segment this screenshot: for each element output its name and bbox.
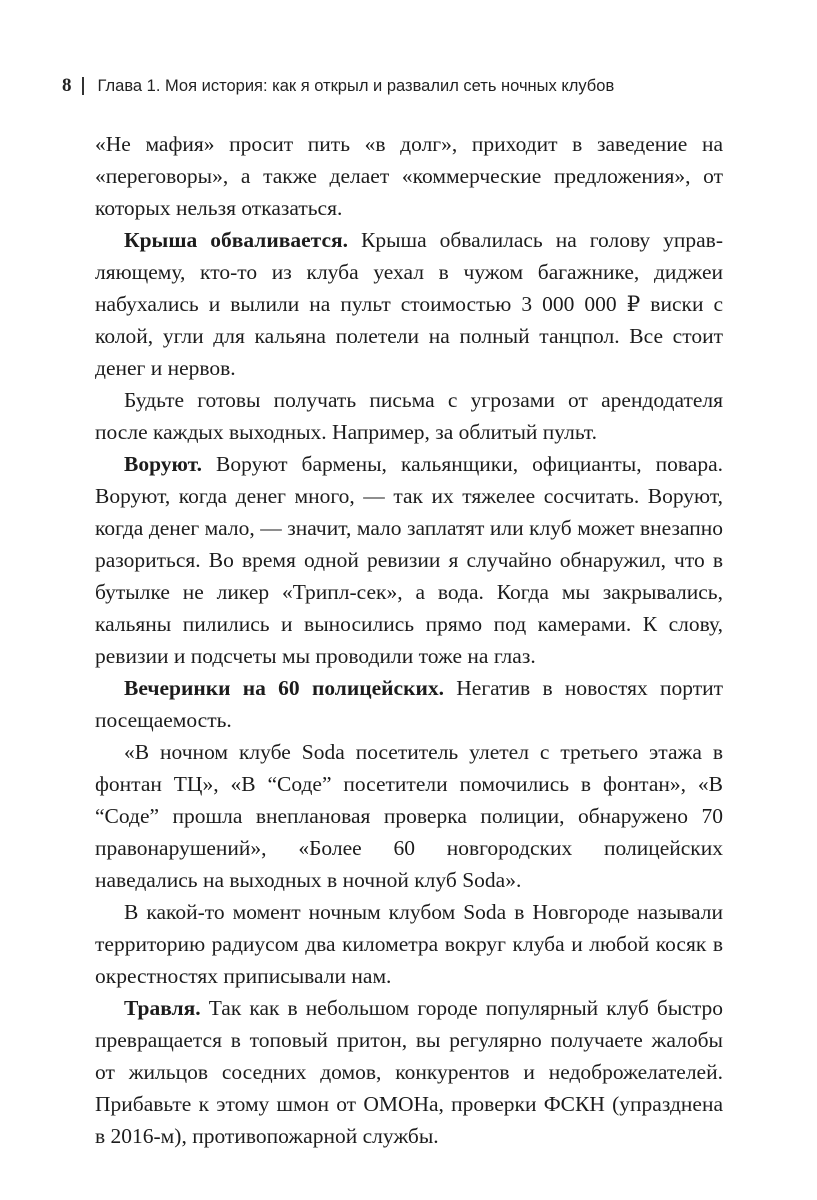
paragraph-5 (95, 672, 723, 736)
paragraph-8 (95, 992, 723, 1152)
paragraph-7 (95, 896, 723, 992)
chapter-title: Глава 1. Моя история: как я открыл и развалил сеть ночных клубов (97, 76, 615, 95)
paragraph-text: В какой-то момент ночным клубом Soda в Новгороде называли территорию радиусом два километра вокруг клуба и любой косяк в окрестностях приписывали нам. (95, 900, 723, 988)
paragraph-lead: Травля. (124, 996, 201, 1020)
paragraph-text: Будьте готовы получать письма с угрозами от арендодателя после каждых выходных. Например, за облитый пульт. (95, 388, 723, 444)
paragraph-6 (95, 736, 723, 896)
body-text (95, 128, 723, 1152)
paragraph-text: Крыша обвалилась на голову управляющему, кто-то из клуба уехал в чужом багажнике, диджеи набухались и вылили на пульт стоимостью 3 000 000 ₽ виски с колой, угли для кальяна полетели на полный танцпол. Все стоит денег и нервов. (95, 228, 724, 380)
paragraph-1 (95, 128, 723, 224)
page-number: 8 (62, 75, 72, 96)
paragraph-lead: Воруют. (124, 452, 202, 476)
paragraph-text: «В ночном клубе Soda посетитель улетел с третьего этажа в фонтан ТЦ», «В “Соде” посетители помочились в фонтан», «В “Соде” прошла внеплановая проверка полиции, обнаружено 70 правонарушений», «Более 60 новгородских полицейских наведались на выходных в ночной клуб Soda». (95, 740, 723, 892)
paragraph-4 (95, 448, 723, 672)
paragraph-text: Так как в небольшом городе популярный клуб быстро превращается в топовый притон, вы регулярно получаете жалобы от жильцов соседних домов, конкурентов и недоброжелателей. Прибавьте к этому шмон от ОМОНа, проверки ФСКН (упразднена в 2016-м), противопожарной службы. (95, 996, 723, 1148)
paragraph-text: Негатив в новостях портит посещаемость. (95, 676, 723, 732)
paragraph-3 (95, 384, 723, 448)
running-header (62, 71, 614, 101)
header-divider (82, 77, 84, 95)
paragraph-lead: Вечеринки на 60 полицейских. (124, 676, 445, 700)
paragraph-2 (95, 224, 723, 384)
paragraph-lead: Крыша обваливается. (124, 228, 348, 252)
paragraph-text: «Не мафия» просит пить «в долг», приходит в заведение на «переговоры», а также делает «коммерческие предложения», от которых нельзя отказаться. (95, 132, 723, 220)
paragraph-text: Воруют бармены, кальянщики, официанты, повара. Воруют, когда денег много, — так их тяжелее сосчитать. Воруют, когда денег мало, — значит, мало заплатят или клуб может внезапно разориться. Во время одной ревизии я случайно обнаружил, что в бутылке не ликер «Трипл-сек», а вода. Когда мы закрывались, кальяны пилились и выносились прямо под камерами. К слову, ревизии и подсчеты мы проводили тоже на глаз. (95, 452, 723, 668)
